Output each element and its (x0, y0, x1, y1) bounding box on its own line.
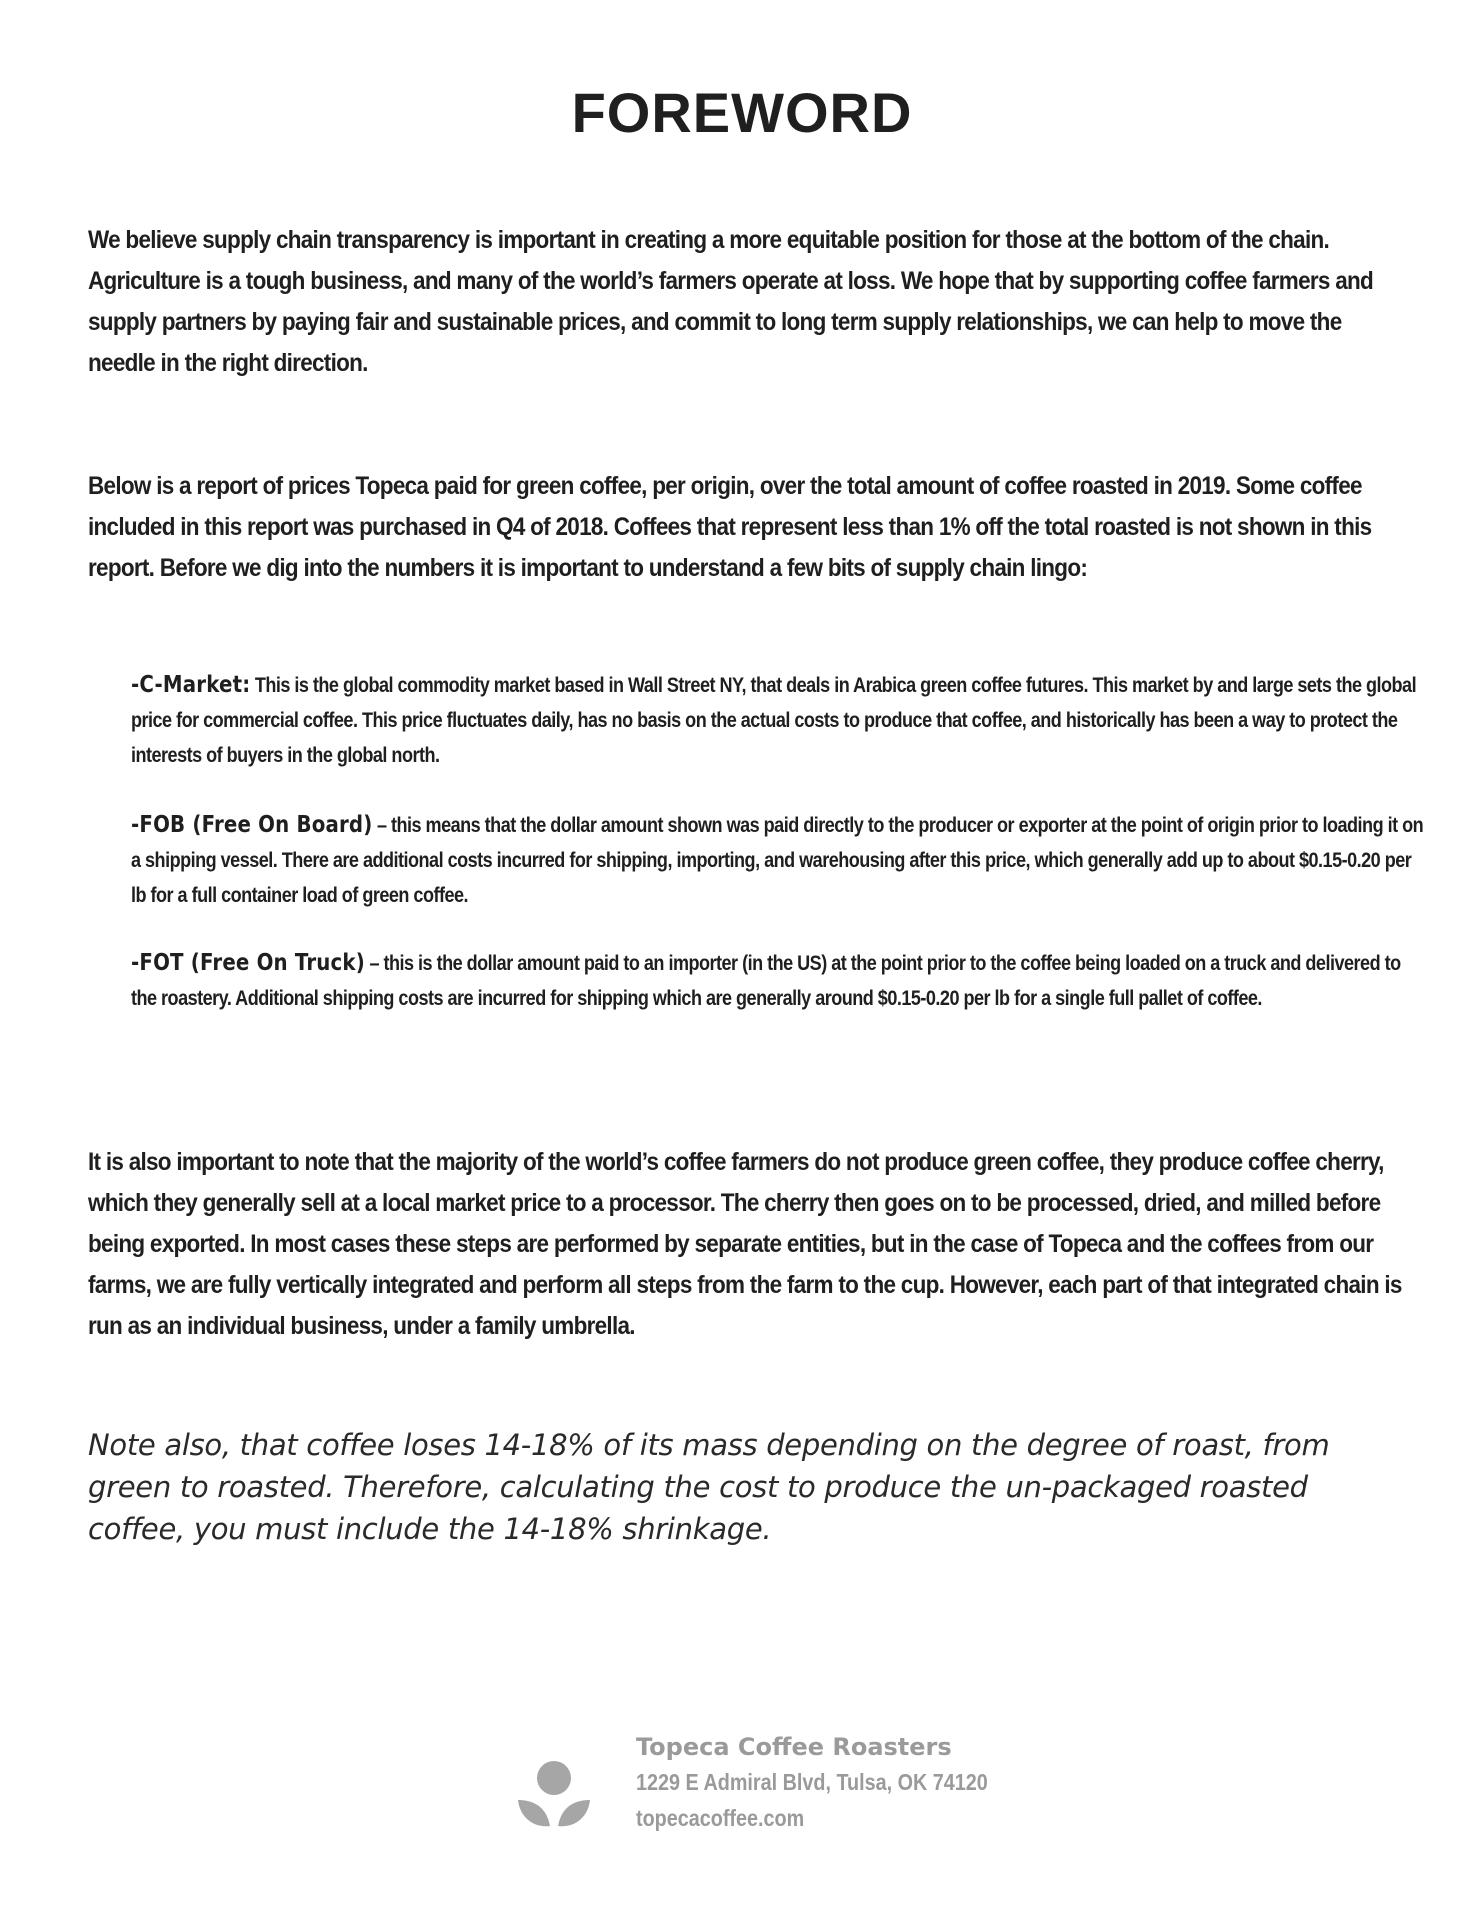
term-name: -FOB (Free On Board) (131, 812, 373, 838)
term-name: -C-Market: (131, 672, 251, 698)
term-fot (131, 946, 1430, 1016)
company-website: topecacoffee.com (636, 1805, 805, 1831)
footer (516, 1730, 1036, 1840)
term-definition: This is the global commodity market based in Wall Street NY, that deals in Arabica green coffee futures. This market by and large sets the global price for commercial coffee. This price fluctuates daily, has no basis on the actual costs to produce that coffee, and historically has been a way to protect the interests of buyers in the global north. (131, 674, 1417, 767)
integration-paragraph: It is also important to note that the majority of the world’s coffee farmers do not produce green coffee, they produce coffee cherry, which they generally sell at a local market price to a processor. The cherry then goes on to be processed, dried, and milled before being exported. In most cases these steps are performed by separate entities, but in the case of Topeca and the coffees from our farms, we are fully vertically integrated and perform all steps from the farm to the cup. However, each part of that integrated chain is run as an individual business, under a family umbrella. (88, 1148, 1402, 1340)
shrinkage-note: Note also, that coffee loses 14-18% of its mass depending on the degree of roast, from green to roasted. Therefore, calculating the cost to produce the un-packaged roasted coffee, you must include the 14-18% shrinkage. (88, 1428, 1330, 1546)
term-c-market (131, 668, 1430, 773)
page-title: FOREWORD (571, 81, 913, 144)
report-paragraph: Below is a report of prices Topeca paid for green coffee, per origin, over the total amount of coffee roasted in 2019. Some coffee included in this report was purchased in Q4 of 2018. Coffees that represent less than 1% off the total roasted is not shown in this report. Before we dig into the numbers it is important to understand a few bits of supply chain lingo: (88, 472, 1372, 582)
footer-contact (636, 1730, 1045, 1836)
intro-paragraph: We believe supply chain transparency is important in creating a more equitable position for those at the bottom of the chain. Agriculture is a tough business, and many of the world’s farmers operate at loss. We hope that by supporting coffee farmers and supply partners by paying fair and sustainable prices, and commit to long term supply relationships, we can help to move the needle in the right direction. (88, 226, 1374, 377)
term-definition: – this means that the dollar amount shown was paid directly to the producer or exporter at the point of origin prior to loading it on a shipping vessel. There are additional costs incurred for shipping, importing, and warehousing after this price, which generally add up to about $0.15-0.20 per lb for a full container load of green coffee. (131, 814, 1424, 907)
term-definition: – this is the dollar amount paid to an importer (in the US) at the point prior to the coffee being loaded on a truck and delivered to the roastery. Additional shipping costs are incurred for shipping which are generally around $0.15-0.20 per lb for a single full pallet of coffee. (131, 952, 1401, 1010)
topeca-logo-icon (516, 1760, 592, 1830)
company-name: Topeca Coffee Roasters (636, 1733, 952, 1761)
term-name: -FOT (Free On Truck) (131, 950, 365, 976)
company-address: 1229 E Admiral Blvd, Tulsa, OK 74120 (636, 1769, 988, 1795)
term-fob (131, 808, 1430, 913)
